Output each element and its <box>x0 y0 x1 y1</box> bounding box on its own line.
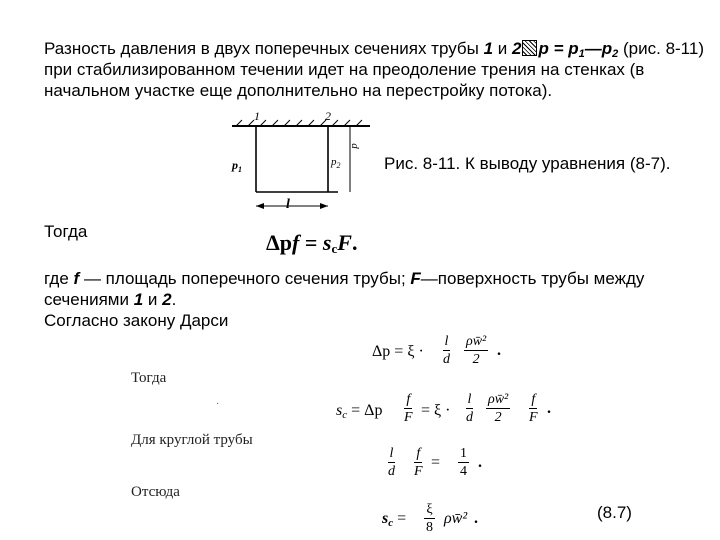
section-number-2: 2 <box>512 39 522 58</box>
figure-label-p2-letter: p <box>331 156 337 168</box>
sc-frac-f-F <box>402 392 415 425</box>
sc-frac-l-d <box>464 392 475 425</box>
final-eq: = <box>393 510 407 527</box>
eq1-f: f <box>292 230 300 255</box>
togda-label: Тогда <box>44 222 88 241</box>
sc-frac-f-F-2 <box>527 392 540 425</box>
sc-end: . <box>547 400 551 417</box>
pressure-minus-p: —p <box>584 39 613 58</box>
eq1-sub-c: c <box>331 241 338 256</box>
def-f: f <box>73 269 80 288</box>
ratio-frac3-num: 1 <box>460 446 467 461</box>
def-and: и <box>143 290 163 309</box>
equation-sc <box>336 402 382 420</box>
figure-label-p2 <box>331 156 341 168</box>
definitions-paragraph <box>44 268 704 331</box>
dim-arrow-right <box>320 203 328 209</box>
final-end: . <box>474 510 478 527</box>
scan-speck: · <box>216 398 220 409</box>
eq1-dot: . <box>351 230 358 255</box>
figure-label-l: l <box>286 197 290 212</box>
figure-label-p1 <box>232 158 242 173</box>
sc-lhs: s <box>336 402 343 419</box>
dim-arrow-left <box>256 203 264 209</box>
darcy-frac1-num: l <box>444 334 449 349</box>
sc-mid2: = ξ · <box>421 402 451 419</box>
intro-text-b: (рис. 8-11) при стабилизированном течении идет на преодоление трения на стенках (в начальном участке еще дополнительно на перестройку потока). <box>44 39 704 100</box>
pipe-diagram <box>228 112 378 212</box>
figure-label-p1-sub: 1 <box>238 165 242 174</box>
sc-lhs-sub: c <box>342 409 348 421</box>
sc-frac2-den: d <box>466 410 473 425</box>
darcy-frac1-den: d <box>443 352 450 367</box>
final-frac-num: ξ <box>426 502 433 517</box>
final-rho-w: ρw̄² <box>444 510 468 527</box>
sc-frac4-num: f <box>531 392 536 407</box>
figure-label-1: 1 <box>254 109 260 123</box>
equation-friction <box>266 230 357 256</box>
scan-label-round-pipe: Для круглой трубы <box>131 432 253 448</box>
ratio-eq: = <box>431 454 441 471</box>
def-text-c: —поверхность трубы между сечениями <box>44 269 645 309</box>
scan-label-otsyuda: Отсюда <box>131 484 180 500</box>
equation-final <box>382 510 406 528</box>
sc-frac1-den: F <box>404 410 413 425</box>
sc-frac1-num: f <box>406 392 411 407</box>
final-lhs: s <box>382 510 389 527</box>
final-lhs-sub: c <box>388 517 394 529</box>
intro-text-a: Разность давления в двух поперечных сечениях трубы <box>44 39 484 58</box>
ratio-frac-1-4 <box>458 446 469 479</box>
figure-label-d: d <box>348 143 361 149</box>
def-text-b: — площадь поперечного сечения трубы; <box>79 269 411 288</box>
darcy-end: . <box>497 342 501 359</box>
ratio-frac3-den: 4 <box>460 464 467 479</box>
darcy-frac-l-d <box>441 334 452 367</box>
p1-subscript: 1 <box>578 48 585 60</box>
ratio-frac-f-F <box>412 446 425 479</box>
eq1-delta-p: Δp <box>266 230 293 255</box>
darcy-frac-rho-w <box>464 334 488 367</box>
darcy-intro: Согласно закону Дарси <box>44 311 229 330</box>
figure-label-p2-sub: 2 <box>336 161 341 170</box>
intro-paragraph <box>44 38 704 101</box>
p2-subscript: 2 <box>612 48 619 60</box>
sc-mid1: = Δp <box>347 402 383 419</box>
def-F: F <box>410 269 421 288</box>
section-number-1: 1 <box>483 39 494 58</box>
intro-and: и <box>493 39 513 58</box>
eq1-equals: = <box>299 230 323 255</box>
sc-frac2-num: l <box>467 392 472 407</box>
ratio-frac-l-d <box>386 446 397 479</box>
def-period: . <box>171 290 177 309</box>
darcy-lhs: Δp = ξ · <box>372 343 424 360</box>
ratio-frac2-den: F <box>414 464 423 479</box>
sc-frac-rho-w <box>486 392 510 425</box>
sc-frac3-num: ρw̄² <box>488 392 509 407</box>
ratio-frac1-den: d <box>388 464 395 479</box>
equation-number: (8.7) <box>597 503 632 522</box>
final-frac-xi-8 <box>424 502 435 535</box>
ratio-frac1-num: l <box>389 446 394 461</box>
final-frac-den: 8 <box>426 520 433 535</box>
scan-label-togda: Тогда <box>131 370 167 386</box>
darcy-frac2-den: 2 <box>472 352 480 367</box>
equation-darcy <box>372 343 424 361</box>
def-text-a: где <box>44 269 74 288</box>
def-section-2: 2 <box>162 290 172 309</box>
darcy-frac2-num: ρw̄² <box>466 334 487 349</box>
figure-label-2: 2 <box>325 109 331 123</box>
ratio-end: . <box>478 454 482 471</box>
figure-caption: Рис. 8-11. К выводу уравнения (8-7). <box>384 154 671 173</box>
sc-frac4-den: F <box>529 410 538 425</box>
def-section-1: 1 <box>133 290 144 309</box>
eq1-F: F <box>337 230 352 255</box>
missing-glyph-icon <box>522 40 537 56</box>
figure-label-p1-letter: p <box>232 158 238 172</box>
eq1-s: s <box>322 230 332 255</box>
sc-frac3-den: 2 <box>494 410 502 425</box>
ratio-frac2-num: f <box>416 446 421 461</box>
pressure-diff-expr: p = p <box>538 39 579 58</box>
